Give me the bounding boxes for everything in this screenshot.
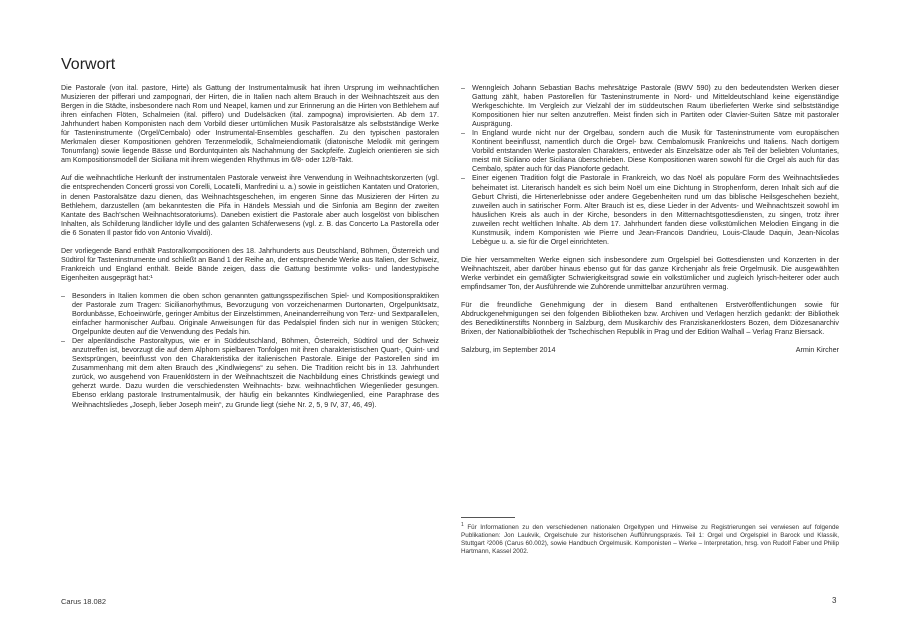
list-item: – Wenngleich Johann Sebastian Bachs mehrsätzige Pastorale (BWV 590) zu den bedeutendsten Werken dieser Gattung zählt, haben Pastorellen für Tasteninstrumente in Nord- und Mitteldeutschland keine eigenständige Werkgeschichte. Im Vergleich zur Vielzahl der im süddeutschen Raum überlieferten Werke sind selbstständige Kompositionen hier nur selten anzutreffen. Meist finden sich in Partiten oder Clavier-Suiten Sätze mit pastoraler Ausprägung. [461, 84, 839, 129]
author-name: Armin Kircher [795, 346, 839, 355]
paragraph: Die hier versammelten Werke eignen sich insbesondere zum Orgelspiel bei Gottesdiensten und Konzerten in der Weihnachtszeit, aber darüber hinaus ebenso gut für das ganze Kirchenjahr als freie Orgelmusik. Die ausgewählten Werke verbindet ein gemäßigter Schwierigkeitsgrad sowie ein volkstümlicher und zugleich lyrisch-heiterer oder auch empfindsamer Ton, der Ausführende wie Zuhörende unmittelbar anzurühren vermag. [461, 255, 839, 291]
list-item: – In England wurde nicht nur der Orgelbau, sondern auch die Musik für Tasteninstrumente vom europäischen Kontinent beeinflusst, namentlich durch die Orgel- bzw. Cembalomusik Frankreichs und Italiens. Nach dortigem Vorbild entstanden Werke pastoralen Charakters, entweder als Einzelsätze oder als Teil der beliebten Voluntaries, meist mit Siciliano oder Siciliana überschrieben. Diese Kompositionen waren sowohl für die Orgel als auch für das Cembalo, später auch für das Pianoforte gedacht. [461, 129, 839, 174]
right-column [461, 84, 839, 364]
footnote [461, 521, 839, 556]
bullet-list [61, 292, 439, 410]
page-title: Vorwort [61, 56, 116, 73]
footnote-marker: 1 [461, 522, 464, 528]
list-item: – Einer eigenen Tradition folgt die Pastorale in Frankreich, wo das Noël als populäre Form des Weihnachtsliedes beheimatet ist. Literarisch handelt es sich beim Noël um eine Dichtung in Strophenform, deren Inhalt sich auf die Geburt Christi, die Hirtenerlebnisse oder andere Gegebenheiten rund um das biblische Heilsgeschehen bezieht, zuweilen auch in satirischer Form. Alter Brauch ist es, diese Lieder in der Advents- und Weihnachtszeit sowohl im häuslichen Kreis als auch in der Kirche, besonders in den Mitternachtsgottesdiensten, zu singen, trotz ihrer zuweilen recht weltlichen Inhalte. Ab dem 17. Jahrhundert fanden diese volkstümlichen Melodien Eingang in die Kunstmusik, indem Komponisten wie Pierre und Jean-Francois Dandrieu, Louis-Claude Daquin, Jean-Nicolas Lebègue u. a. sie für die Orgel einrichteten. [461, 174, 839, 246]
paragraph: Der vorliegende Band enthält Pastoralkompositionen des 18. Jahrhunderts aus Deutschland, Böhmen, Österreich und Südtirol für Tasteninstrumente und schließt an Band 1 der Reihe an, der entsprechende Werke aus Italien, der Schweiz, Frankreich und England enthält. Beide Bände zeigen, dass die Gattung bestimmte volks- und landestypische Eigenheiten ausgeprägt hat:¹ [61, 246, 440, 282]
footnote-text: Für Informationen zu den verschiedenen nationalen Orgeltypen und Hinweise zu Registrierungen sei verwiesen auf folgende Publikationen: Jon Laukvik, Orgelschule zur historischen Aufführungspraxis. Teil 1: Orgel und Orgelspiel in Barock und Klassik, Stuttgart ²2006 (Carus 60.002), sowie Handbuch Orgelmusik. Komponisten – Werke – Interpretation, hrsg. von Rudolf Faber und Philip Hartmann, Kassel 2002. [461, 524, 840, 556]
page-number: 3 [832, 596, 837, 605]
footnote-divider [461, 517, 515, 518]
bullet-list [461, 84, 839, 247]
paragraph: Die Pastorale (von ital. pastore, Hirte) als Gattung der Instrumentalmusik hat ihren Ursprung im weihnachtlichen Musizieren der pifferari und zampognari, der Hirten, die in Italien nach altem Brauch in der Weihnachtszeit aus den Bergen in die Städte, insbesondere nach Rom und Neapel, kamen und zur Erinnerung an die Hirten von Bethlehem auf ihren einfachen Flöten, Schalmeien (ital. piffero) und Dudelsäcken (ital. zampogna) improvisierten. Ab dem 17. Jahrhundert haben Komponisten nach dem Vorbild dieser urtümlichen Musik Pastoralsätze als selbstständige Werke für Tasteninstrumente (Orgel/Cembalo) oder Instrumental-Ensembles geschaffen. Zu den typischen pastoralen Merkmalen dieser Kompositionen gehören Terzenmelodik, Schalmeiendiomatik (diatonische Melodik mit geringem Tonumfang) sowie liegende Bässe und Borduntquinten als Nachahmung der Sackpfeife. Zugleich orientieren sie sich am Kompositionsmodell der Siciliana mit ihrem wiegenden Rhythmus im 6/8- oder 12/8-Takt. [61, 84, 439, 165]
list-item: – Der alpenländische Pastoraltypus, wie er in Süddeutschland, Böhmen, Österreich, Südtirol und der Schweiz anzutreffen ist, bevorzugt die auf dem Alphorn spielbaren Tonfolgen mit ihren charakteristischen Quart-, Quint- und Sextsprüngen, beeinflusst von den Charakteristika der italienischen Pastorale. Einige der Pastorellen sind im Zusammenhang mit dem alten Brauch des „Kindlwiegens“ zu sehen. Die Tradition reicht bis in 13. Jahrhundert zurück, wo ausgehend von Frauenklöstern in der Weihnachtszeit die Nachbildung eines Christkinds gewiegt und geherzt wurde. Dazu wurden die verschiedensten Weihnachts- bzw. weihnachtlichen Wiegenlieder gesungen. Ebenso erklang pastorale Instrumentalmusik, der häufig ein bekanntes Kindlwiegenlied, eine Paraphrase des Weihnachtsliedes „Joseph, lieber Joseph mein“, zu Grunde liegt (siehe Nr. 2, 5, 9 IV, 37, 46, 49). [61, 337, 439, 409]
left-column [61, 84, 439, 419]
signature-line [461, 346, 839, 355]
paragraph: Auf die weihnachtliche Herkunft der instrumentalen Pastorale verweist ihre Verwendung in Weihnachtskonzerten (vgl. die entsprechenden Concerti grossi von Corelli, Locatelli, Manfredini u. a.) sowie in geistlichen Kantaten und Oratorien, in denen Pastoralsätze dazu dienen, das Weihnachtsgeschehen, im engeren Sinne das Musizieren der Hirten zu Bethlehem, darzustellen (am bekanntesten die Pifa in Händels Messiah und die Sinfonia am Beginn der zweiten Kantate des Bach'schen Weihnachtsoratoriums). Daneben existiert die Pastorale aber auch losgelöst von biblischen Inhalten, als Schilderung ländlicher Idylle und des galanten Schäferwesens (vgl. z. B. das Concerto La Pastorella oder die 6 Sonaten Il pastor fido von Antonio Vivaldi). [61, 174, 439, 237]
place-date: Salzburg, im September 2014 [461, 346, 556, 355]
catalog-number: Carus 18.082 [61, 597, 107, 606]
list-item: – Besonders in Italien kommen die oben schon genannten gattungsspezifischen Spiel- und Kompositionspraktiken der Pastorale zum Tragen: Sicilianorhythmus, Bevorzugung von vorzeichenarmen Durtonarten, Orgelpunktsatz, Bordunbässe, Echoeinwürfe, geringer Ambitus der Einzelstimmen, Aneinanderreihung von Terz- und Sextparallelen, einfacher harmonischer Aufbau. Originale Anweisungen für das Pedalspiel finden sich nur in wenigen Stücken; Orgelpunkte deuten auf die Verwendung des Pedals hin. [61, 292, 439, 337]
paragraph: Für die freundliche Genehmigung der in diesem Band enthaltenen Erstveröffentlichungen sowie für Abdruckgenehmigungen sei den folgenden Bibliotheken bzw. Archiven und Verlagen herzlich gedankt: der Bibliothek des Benediktinerstifts Nonnberg in Salzburg, dem Musikarchiv des Franziskanerklosters Bozen, dem Diözesanarchiv Brixen, der Nationalbibliothek der Tschechischen Republik in Prag und der Edition Walhall – Verlag Franz Biersack. [461, 301, 839, 337]
